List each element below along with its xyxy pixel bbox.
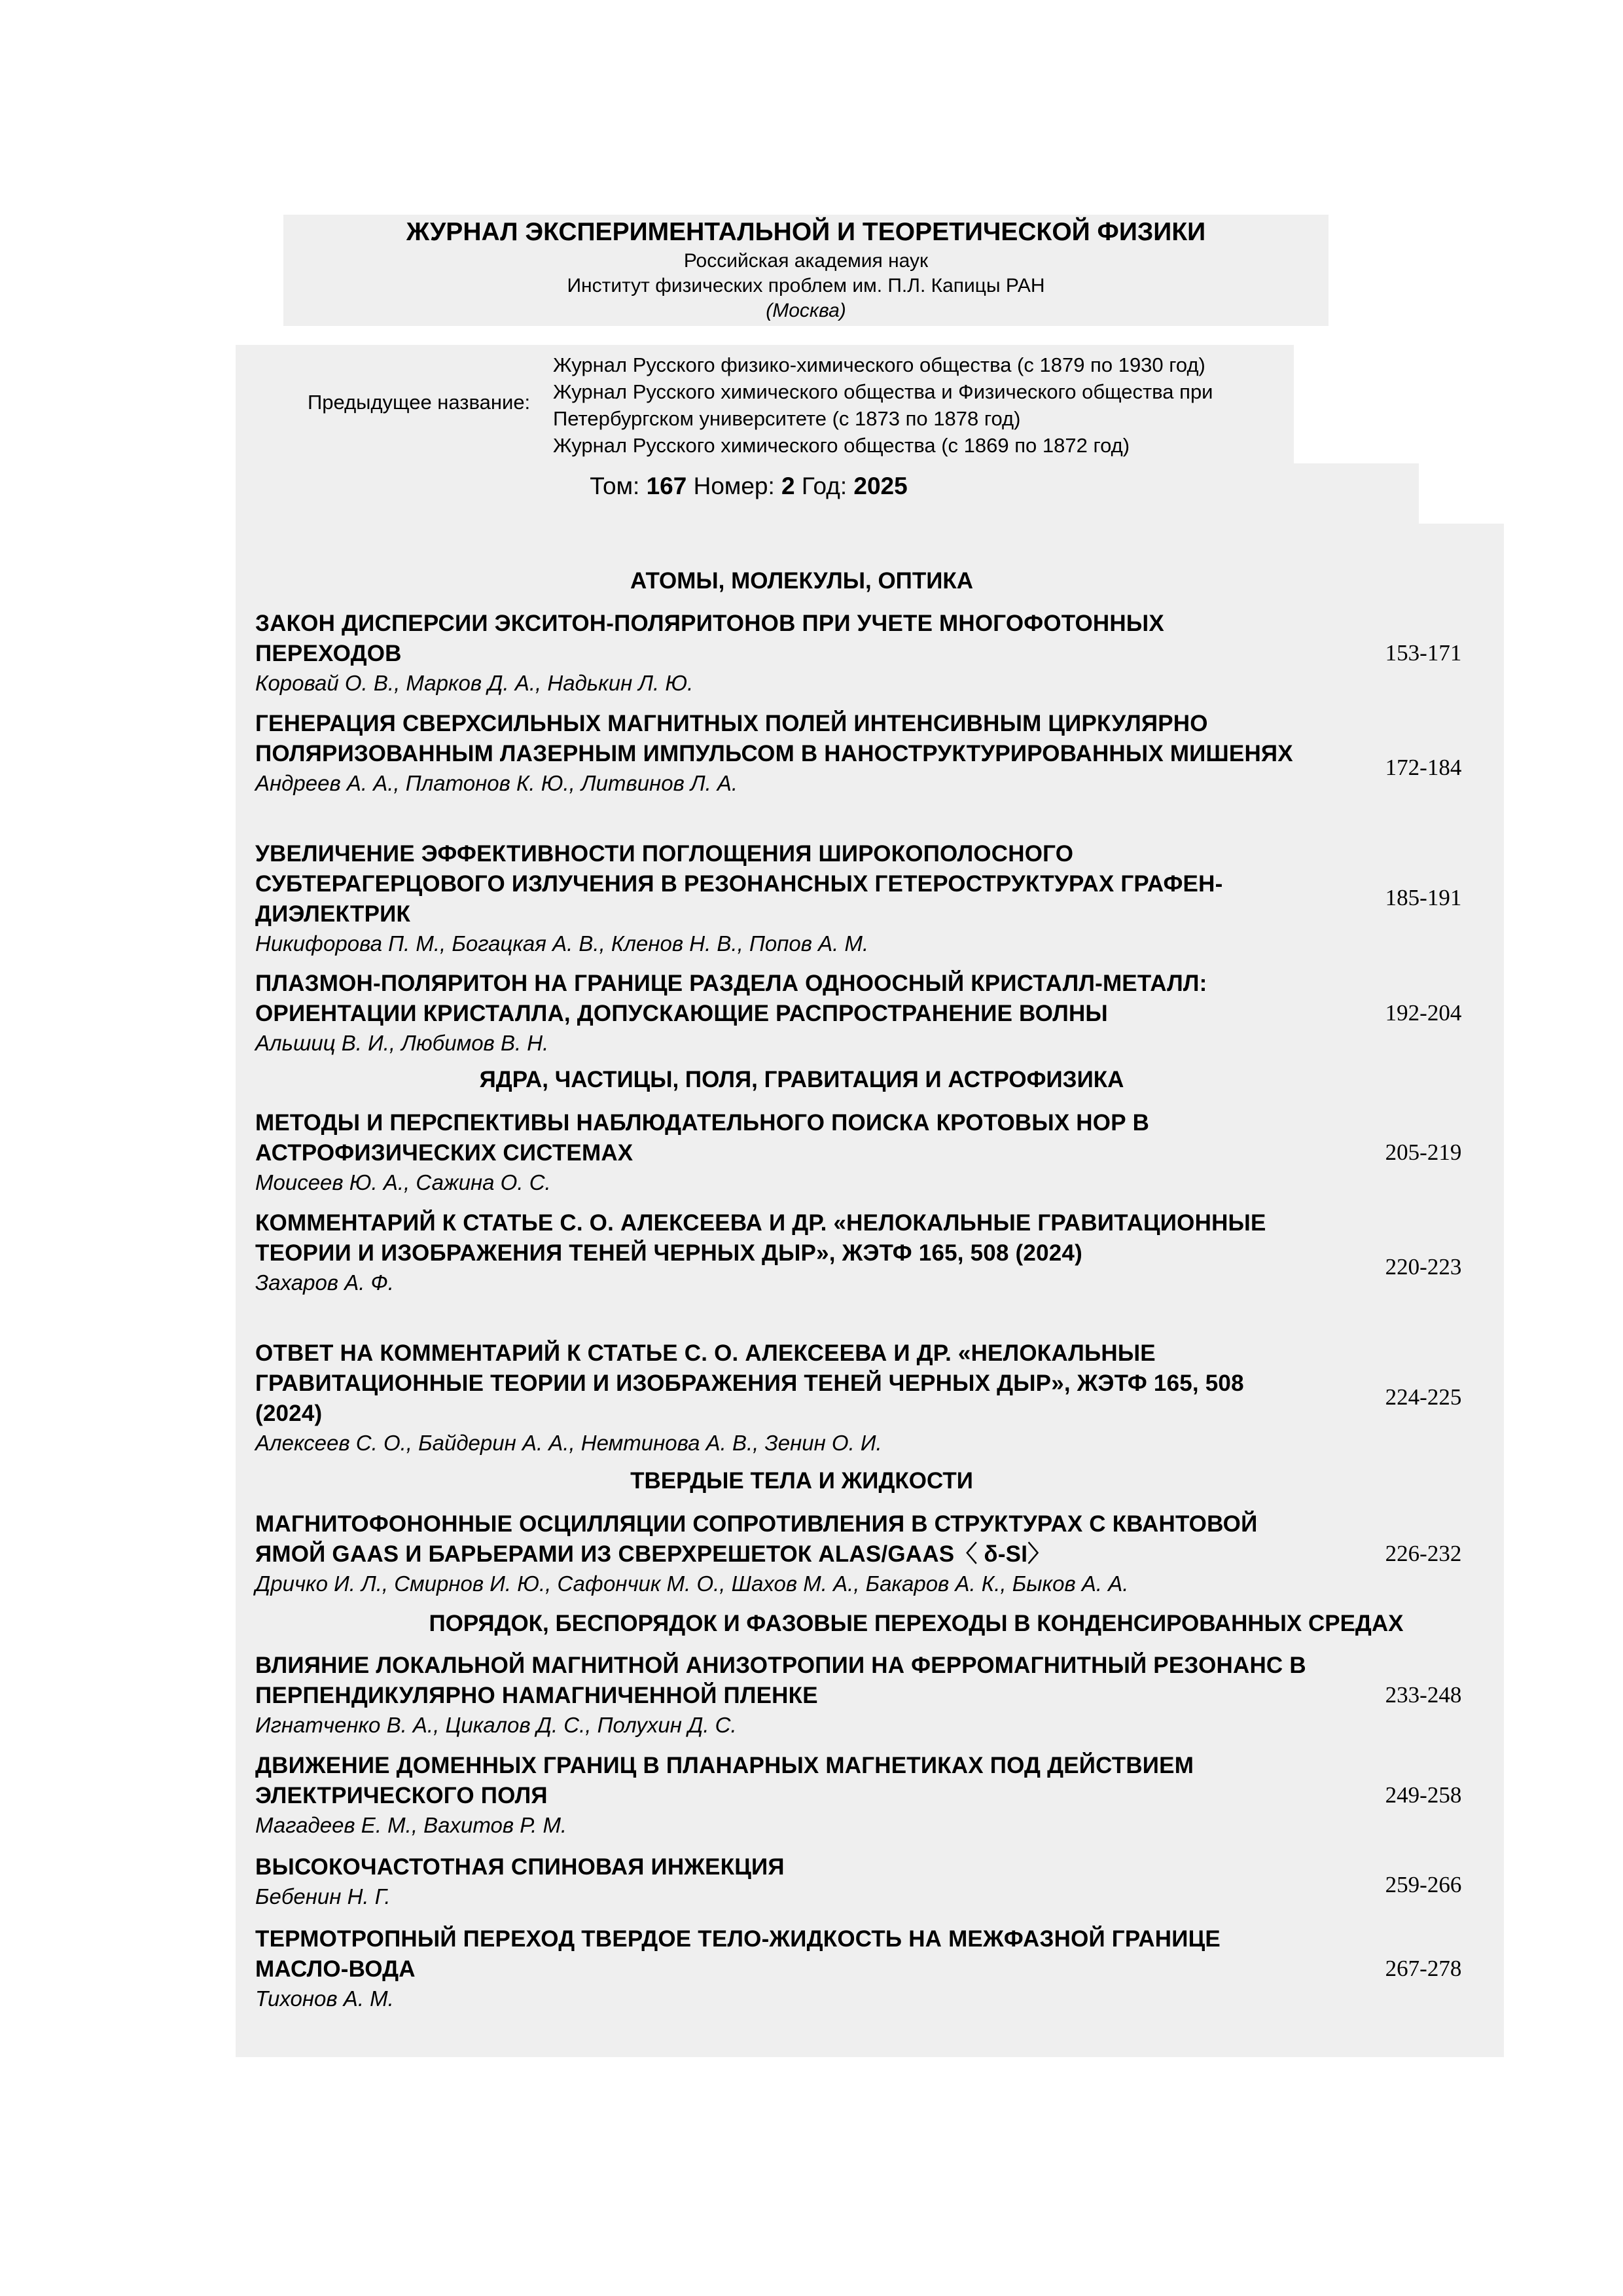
article-entry[interactable] bbox=[255, 969, 1492, 1057]
journal-header bbox=[283, 215, 1329, 326]
article-entry[interactable] bbox=[255, 1108, 1492, 1196]
article-entry[interactable] bbox=[255, 1924, 1492, 2013]
article-pages: 205-219 bbox=[1385, 1139, 1462, 1165]
article-title[interactable]: ТЕРМОТРОПНЫЙ ПЕРЕХОД ТВЕРДОЕ ТЕЛО-ЖИДКОСТЬ НА МЕЖФАЗНОЙ ГРАНИЦЕ МАСЛО-ВОДА bbox=[255, 1926, 1221, 1982]
article-title[interactable]: ОТВЕТ НА КОММЕНТАРИЙ К СТАТЬЕ С. О. АЛЕКСЕЕВА И ДР. «НЕЛОКАЛЬНЫЕ ГРАВИТАЦИОННЫЕ ТЕОРИИ И ИЗОБРАЖЕНИЯ ТЕНЕЙ ЧЕРНЫХ ДЫР», ЖЭТФ 165, 508 (2024) bbox=[255, 1340, 1244, 1426]
journal-title: ЖУРНАЛ ЭКСПЕРИМЕНТАЛЬНОЙ И ТЕОРЕТИЧЕСКОЙ ФИЗИКИ bbox=[406, 218, 1206, 246]
article-title[interactable]: КОММЕНТАРИЙ К СТАТЬЕ С. О. АЛЕКСЕЕВА И ДР. «НЕЛОКАЛЬНЫЕ ГРАВИТАЦИОННЫЕ ТЕОРИИ И ИЗОБРАЖЕНИЯ ТЕНЕЙ ЧЕРНЫХ ДЫР», ЖЭТФ 165, 508 (2024) bbox=[255, 1210, 1266, 1266]
city: (Москва) bbox=[766, 300, 846, 321]
number-value: 2 bbox=[781, 473, 795, 499]
previous-names-label: Предыдущее название: bbox=[308, 391, 531, 414]
article-pages: 185-191 bbox=[1385, 885, 1462, 910]
article-authors: Никифорова П. М., Богацкая А. В., Кленов Н. В., Попов А. М. bbox=[255, 931, 869, 956]
number-label: Номер: bbox=[693, 473, 775, 499]
article-pages: 224-225 bbox=[1385, 1384, 1462, 1410]
issue-info-block bbox=[236, 463, 1419, 526]
institute-name: Институт физических проблем им. П.Л. Капицы РАН bbox=[567, 275, 1045, 296]
article-authors: Захаров А. Ф. bbox=[255, 1270, 394, 1295]
article-entry[interactable] bbox=[255, 839, 1492, 958]
article-authors: Коровай О. В., Марков Д. А., Надькин Л. Ю. bbox=[255, 671, 694, 695]
article-title[interactable]: МАГНИТОФОНОННЫЕ ОСЦИЛЛЯЦИИ СОПРОТИВЛЕНИЯ В СТРУКТУРАХ С КВАНТОВОЙ ЯМОЙ GAAS И БАРЬЕРАМИ ИЗ СВЕРХРЕШЕТОК ALAS/GAAS〈 δ-SI〉 bbox=[255, 1511, 1258, 1567]
article-entry[interactable] bbox=[255, 1509, 1492, 1598]
article-title[interactable]: ГЕНЕРАЦИЯ СВЕРХСИЛЬНЫХ МАГНИТНЫХ ПОЛЕЙ ИНТЕНСИВНЫМ ЦИРКУЛЯРНО ПОЛЯРИЗОВАННЫМ ЛАЗЕРНЫМ ИМПУЛЬСОМ В НАНОСТРУКТУРИРОВАННЫХ МИШЕНЯХ bbox=[255, 711, 1293, 766]
article-authors: Моисеев Ю. А., Сажина О. С. bbox=[255, 1170, 551, 1194]
article-title[interactable]: ЗАКОН ДИСПЕРСИИ ЭКСИТОН-ПОЛЯРИТОНОВ ПРИ УЧЕТЕ МНОГОФОТОННЫХ ПЕРЕХОДОВ bbox=[255, 611, 1164, 666]
article-title[interactable]: МЕТОДЫ И ПЕРСПЕКТИВЫ НАБЛЮДАТЕЛЬНОГО ПОИСКА КРОТОВЫХ НОР В АСТРОФИЗИЧЕСКИХ СИСТЕМАХ bbox=[255, 1110, 1150, 1166]
article-title[interactable]: УВЕЛИЧЕНИЕ ЭФФЕКТИВНОСТИ ПОГЛОЩЕНИЯ ШИРОКОПОЛОСНОГО СУБТЕРАГЕРЦОВОГО ИЗЛУЧЕНИЯ В РЕЗОНАНСНЫХ ГЕТЕРОСТРУКТУРАХ ГРАФЕН-ДИЭЛЕКТРИК bbox=[255, 841, 1223, 927]
article-pages: 259-266 bbox=[1385, 1872, 1462, 1897]
article-pages: 267-278 bbox=[1385, 1956, 1462, 1981]
article-pages: 172-184 bbox=[1385, 755, 1462, 780]
year-value: 2025 bbox=[853, 473, 908, 499]
section-heading: ЯДРА, ЧАСТИЦЫ, ПОЛЯ, ГРАВИТАЦИЯ И АСТРОФИЗИКА bbox=[479, 1067, 1124, 1092]
issue-line bbox=[236, 471, 1419, 501]
article-entry[interactable] bbox=[255, 1751, 1492, 1839]
article-title[interactable]: ДВИЖЕНИЕ ДОМЕННЫХ ГРАНИЦ В ПЛАНАРНЫХ МАГНЕТИКАХ ПОД ДЕЙСТВИЕМ ЭЛЕКТРИЧЕСКОГО ПОЛЯ bbox=[255, 1753, 1194, 1808]
article-entry[interactable] bbox=[255, 1852, 1492, 1910]
year-label: Год: bbox=[801, 473, 847, 499]
section-heading: ПОРЯДОК, БЕСПОРЯДОК И ФАЗОВЫЕ ПЕРЕХОДЫ В КОНДЕНСИРОВАННЫХ СРЕДАХ bbox=[429, 1611, 1404, 1636]
section-heading: АТОМЫ, МОЛЕКУЛЫ, ОПТИКА bbox=[630, 568, 974, 594]
article-pages: 220-223 bbox=[1385, 1254, 1462, 1280]
article-authors: Бебенин Н. Г. bbox=[255, 1884, 391, 1909]
article-entry[interactable] bbox=[255, 609, 1492, 697]
article-authors: Альшиц В. И., Любимов В. Н. bbox=[255, 1031, 549, 1055]
article-authors: Андреев А. А., Платонов К. Ю., Литвинов Л. А. bbox=[255, 771, 738, 795]
volume-value: 167 bbox=[646, 473, 687, 499]
article-authors: Игнатченко В. А., Цикалов Д. С., Полухин Д. С. bbox=[255, 1713, 737, 1737]
section-heading: ТВЕРДЫЕ ТЕЛА И ЖИДКОСТИ bbox=[630, 1468, 973, 1494]
academy-name: Российская академия наук bbox=[683, 250, 929, 272]
article-entry[interactable] bbox=[255, 1338, 1492, 1457]
previous-names-list bbox=[553, 351, 1286, 459]
article-pages: 153-171 bbox=[1385, 640, 1462, 666]
previous-name-item: Журнал Русского химического общества и Физического общества при Петербургском университете (с 1873 по 1878 год) bbox=[553, 380, 1213, 430]
article-authors: Магадеев Е. М., Вахитов Р. М. bbox=[255, 1813, 567, 1837]
article-pages: 226-232 bbox=[1385, 1541, 1462, 1566]
article-entry[interactable] bbox=[255, 709, 1492, 797]
volume-label: Том: bbox=[590, 473, 640, 499]
article-title[interactable]: ВЫСОКОЧАСТОТНАЯ СПИНОВАЯ ИНЖЕКЦИЯ bbox=[255, 1854, 785, 1880]
article-entry[interactable] bbox=[255, 1208, 1492, 1297]
previous-name-item: Журнал Русского физико-химического общества (с 1879 по 1930 год) bbox=[553, 353, 1205, 376]
article-authors: Тихонов А. М. bbox=[255, 1986, 394, 2011]
article-title[interactable]: ПЛАЗМОН-ПОЛЯРИТОН НА ГРАНИЦЕ РАЗДЕЛА ОДНООСНЫЙ КРИСТАЛЛ-МЕТАЛЛ: ОРИЕНТАЦИИ КРИСТАЛЛА, ДОПУСКАЮЩИЕ РАСПРОСТРАНЕНИЕ ВОЛНЫ bbox=[255, 971, 1207, 1026]
article-pages: 249-258 bbox=[1385, 1782, 1462, 1808]
article-pages: 192-204 bbox=[1385, 1000, 1462, 1026]
article-authors: Алексеев С. О., Байдерин А. А., Немтинова А. В., Зенин О. И. bbox=[255, 1431, 882, 1455]
previous-names-block bbox=[236, 345, 1294, 466]
previous-name-item: Журнал Русского химического общества (с 1869 по 1872 год) bbox=[553, 434, 1130, 457]
article-pages: 233-248 bbox=[1385, 1682, 1462, 1708]
article-title[interactable]: ВЛИЯНИЕ ЛОКАЛЬНОЙ МАГНИТНОЙ АНИЗОТРОПИИ НА ФЕРРОМАГНИТНЫЙ РЕЗОНАНС В ПЕРПЕНДИКУЛЯРНО НАМАГНИЧЕННОЙ ПЛЕНКЕ bbox=[255, 1653, 1306, 1708]
table-of-contents bbox=[236, 524, 1504, 2057]
article-authors: Дричко И. Л., Смирнов И. Ю., Сафончик М. О., Шахов М. А., Бакаров А. К., Быков А. А. bbox=[255, 1571, 1129, 1596]
article-entry[interactable] bbox=[255, 1651, 1492, 1739]
